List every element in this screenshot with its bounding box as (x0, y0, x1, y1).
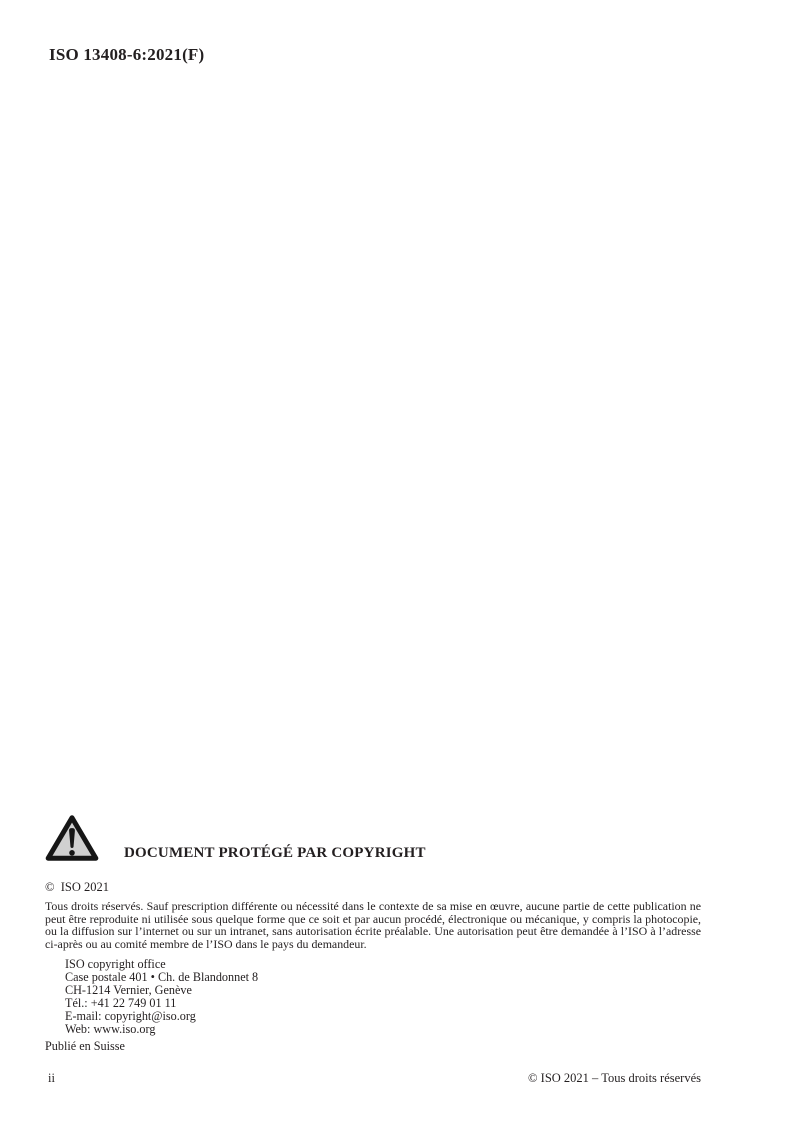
copyright-warning-row (45, 814, 701, 862)
copyright-heading: DOCUMENT PROTÉGÉ PAR COPYRIGHT (124, 845, 426, 861)
page-number: ii (48, 1071, 55, 1085)
address-line-office: ISO copyright office (65, 956, 166, 971)
copyright-section (45, 814, 701, 1053)
address-line-email: E-mail: copyright@iso.org (65, 1008, 196, 1023)
footer-copyright: © ISO 2021 – Tous droits réservés (528, 1071, 701, 1085)
copyright-notice: © ISO 2021 (45, 880, 110, 894)
copyright-body-text: Tous droits réservés. Sauf prescription différente ou nécessité dans le contexte de sa mise en œuvre, aucune partie de cette publication ne peut être reproduite ni utilisée sous quelque forme que ce soit et par aucun procédé, électronique ou mécanique, y compris la photocopie, ou la diffusion sur l’internet ou sur un intranet, sans autorisation écrite préalable. Une autorisation peut être demandée à l’ISO à l’adresse ci-après ou au comité membre de l’ISO dans le pays du demandeur. (45, 899, 701, 952)
address-line-postal: Case postale 401 • Ch. de Blandonnet 8 (65, 969, 259, 984)
iso-address-block (65, 958, 701, 1036)
address-line-phone: Tél.: +41 22 749 01 11 (65, 995, 177, 1010)
warning-icon (45, 814, 99, 862)
published-in-line: Publié en Suisse (45, 1038, 125, 1053)
document-reference-header: ISO 13408-6:2021(F) (49, 45, 205, 64)
page-footer (45, 1071, 701, 1086)
address-line-web: Web: www.iso.org (65, 1021, 156, 1036)
address-line-city: CH-1214 Vernier, Genève (65, 982, 192, 997)
